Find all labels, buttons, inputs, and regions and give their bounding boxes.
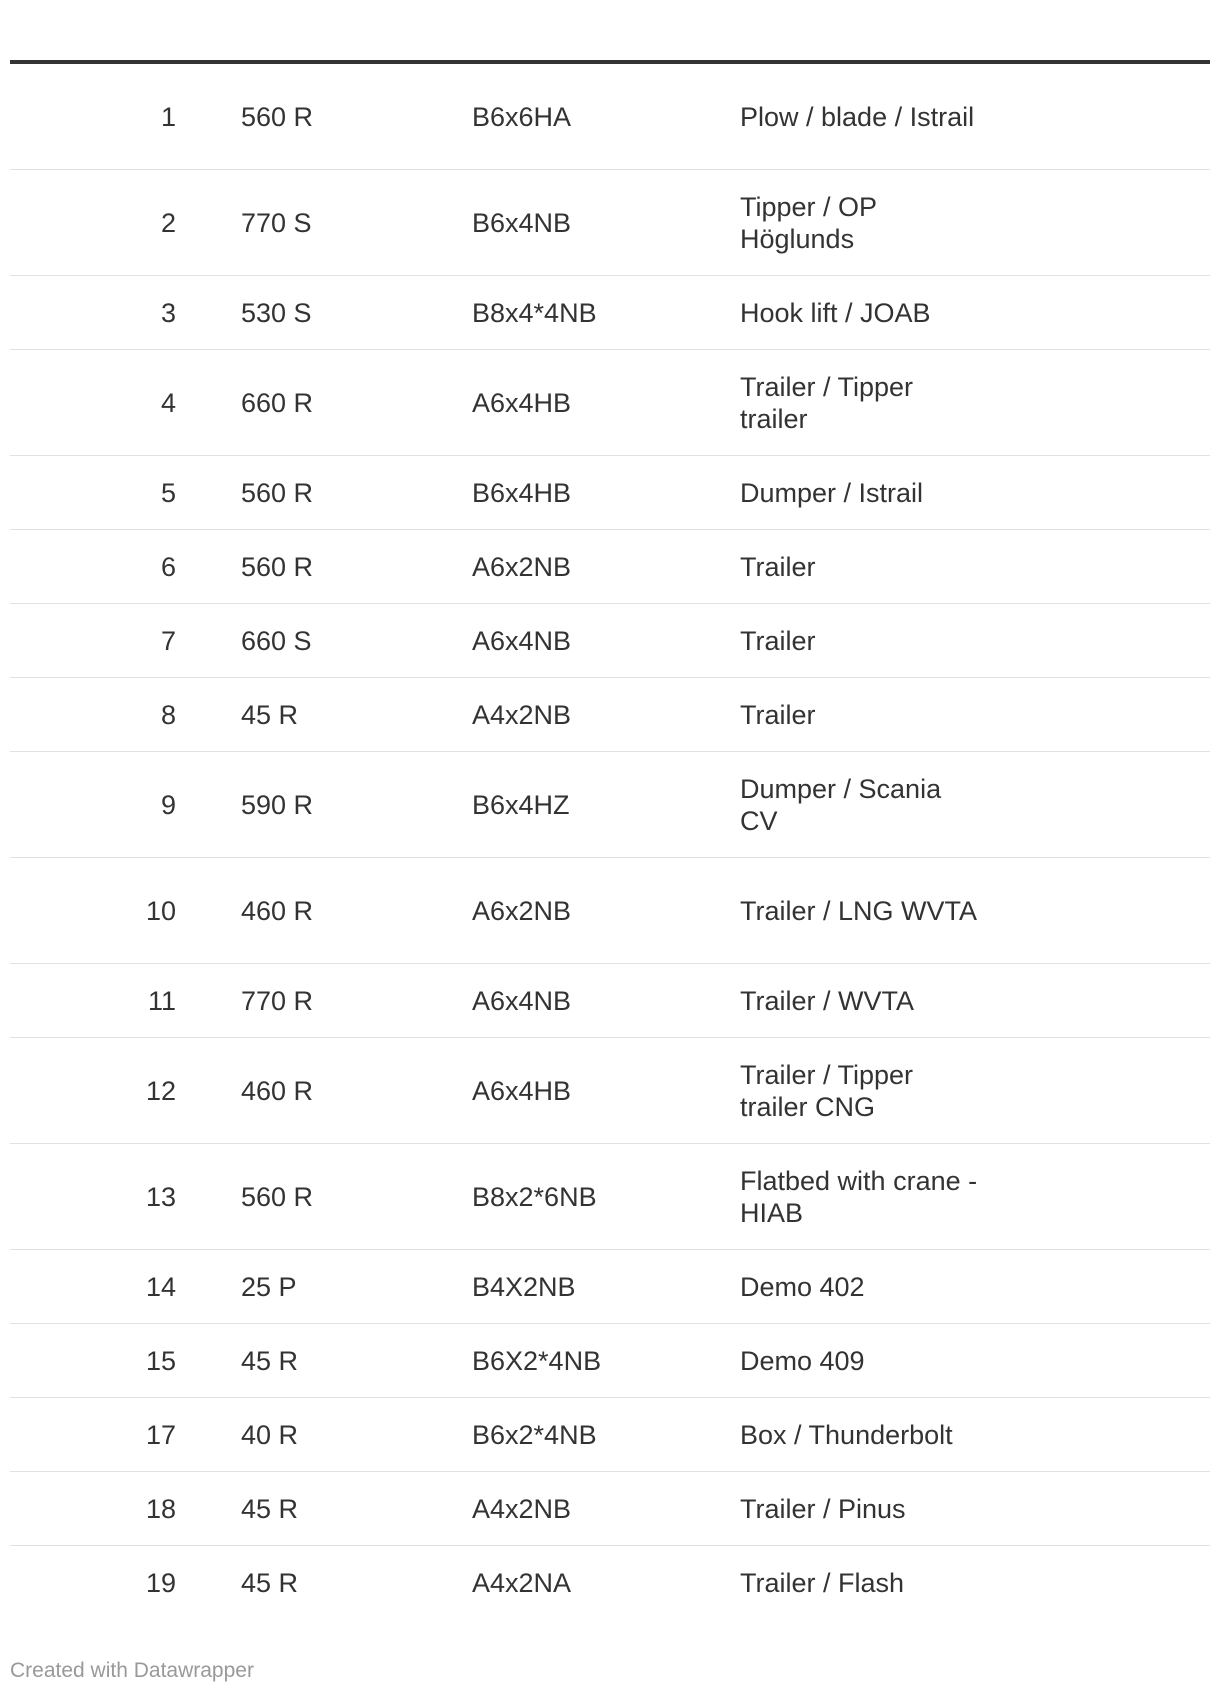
table-row xyxy=(10,678,1210,752)
body-cell: Trailer xyxy=(740,699,816,730)
body-cell: Trailer / Tipper trailer CNG xyxy=(740,1059,914,1122)
table-row xyxy=(10,64,1210,170)
type-cell: A6x2NB xyxy=(472,551,572,582)
model-cell: 40 R xyxy=(241,1419,299,1450)
type-cell: B8x4*4NB xyxy=(472,297,597,328)
body-cell: Plow / blade / Istrail xyxy=(740,101,975,132)
table-row xyxy=(10,604,1210,678)
model-cell: 45 R xyxy=(241,1345,299,1376)
type-cell: A6x2NB xyxy=(472,895,572,926)
type-cell: B8x2*6NB xyxy=(472,1181,597,1212)
body-cell: Trailer xyxy=(740,625,816,656)
table-row xyxy=(10,964,1210,1038)
model-cell: 560 R xyxy=(241,477,314,508)
row-number: 3 xyxy=(160,297,176,328)
row-number: 12 xyxy=(145,1075,176,1106)
type-cell: B6x4HZ xyxy=(472,789,570,820)
table-row xyxy=(10,1038,1210,1144)
table-row xyxy=(10,1472,1210,1546)
body-cell: Trailer / Tipper trailer xyxy=(740,371,914,434)
row-number: 17 xyxy=(145,1419,176,1450)
body-cell: Dumper / Scania CV xyxy=(740,773,942,836)
body-cell: Flatbed with crane - HIAB xyxy=(740,1165,978,1228)
row-number: 4 xyxy=(160,387,176,418)
type-cell: A4x2NA xyxy=(472,1568,572,1598)
type-cell: A4x2NB xyxy=(472,1493,572,1524)
row-number: 11 xyxy=(147,985,176,1016)
row-number: 2 xyxy=(160,207,176,238)
model-cell: 45 R xyxy=(241,699,299,730)
row-number: 19 xyxy=(145,1568,176,1598)
model-cell: 660 S xyxy=(241,625,312,656)
model-cell: 590 R xyxy=(241,789,314,820)
table-row xyxy=(10,530,1210,604)
type-cell: B6x4NB xyxy=(472,207,572,238)
table-row xyxy=(10,1546,1210,1620)
datawrapper-credit[interactable]: Created with Datawrapper xyxy=(10,1659,254,1682)
table-row xyxy=(10,1250,1210,1324)
table-row xyxy=(10,752,1210,858)
body-cell: Tipper / OP Höglunds xyxy=(740,191,877,254)
table-row xyxy=(10,170,1210,276)
model-cell: 45 R xyxy=(241,1568,299,1598)
model-cell: 560 R xyxy=(241,551,314,582)
body-cell: Box / Thunderbolt xyxy=(740,1419,953,1450)
type-cell: B6x4HB xyxy=(472,477,572,508)
table-row xyxy=(10,456,1210,530)
model-cell: 460 R xyxy=(241,895,314,926)
type-cell: A6x4NB xyxy=(472,985,572,1016)
model-cell: 25 P xyxy=(241,1271,297,1302)
type-cell: B4X2NB xyxy=(472,1271,576,1302)
type-cell: A6x4NB xyxy=(472,625,572,656)
row-number: 18 xyxy=(145,1493,176,1524)
model-cell: 770 R xyxy=(241,985,314,1016)
row-number: 10 xyxy=(145,895,176,926)
type-cell: A6x4HB xyxy=(472,387,572,418)
row-number: 8 xyxy=(160,699,176,730)
model-cell: 45 R xyxy=(241,1493,299,1524)
row-number: 9 xyxy=(160,789,176,820)
table-row xyxy=(10,1144,1210,1250)
row-number: 15 xyxy=(145,1345,176,1376)
model-cell: 660 R xyxy=(241,387,314,418)
row-number: 14 xyxy=(145,1271,176,1302)
body-cell: Trailer xyxy=(740,551,816,582)
type-cell: B6X2*4NB xyxy=(472,1345,602,1376)
row-number: 7 xyxy=(160,625,176,656)
row-number: 6 xyxy=(160,551,176,582)
body-cell: Trailer / WVTA xyxy=(740,985,914,1016)
type-cell: A4x2NB xyxy=(472,699,572,730)
body-cell: Demo 402 xyxy=(740,1271,865,1302)
model-cell: 770 S xyxy=(241,207,312,238)
body-cell: Dumper / Istrail xyxy=(740,477,924,508)
table-row xyxy=(10,276,1210,350)
type-cell: B6x6HA xyxy=(472,101,572,132)
body-cell: Trailer / Flash xyxy=(740,1568,905,1598)
body-cell: Hook lift / JOAB xyxy=(740,297,931,328)
model-cell: 560 R xyxy=(241,101,314,132)
type-cell: A6x4HB xyxy=(472,1075,572,1106)
type-cell: B6x2*4NB xyxy=(472,1419,597,1450)
model-cell: 560 R xyxy=(241,1181,314,1212)
vehicle-table xyxy=(10,60,1210,1620)
model-cell: 460 R xyxy=(241,1075,314,1106)
body-cell: Trailer / LNG WVTA xyxy=(740,895,978,926)
body-cell: Demo 409 xyxy=(740,1345,865,1376)
table-row xyxy=(10,1324,1210,1398)
table-row xyxy=(10,1398,1210,1472)
row-number: 13 xyxy=(145,1181,176,1212)
model-cell: 530 S xyxy=(241,297,312,328)
row-number: 5 xyxy=(160,477,176,508)
row-number: 1 xyxy=(160,101,176,132)
body-cell: Trailer / Pinus xyxy=(740,1493,906,1524)
table-row xyxy=(10,858,1210,964)
table-row xyxy=(10,350,1210,456)
